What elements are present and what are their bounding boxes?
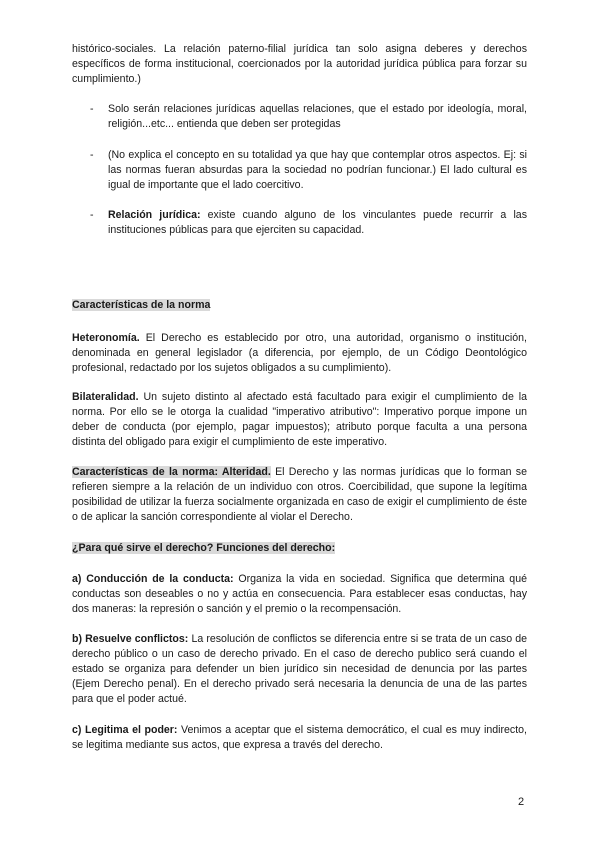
funciones-heading: ¿Para qué sirve el derecho? Funciones del derecho: bbox=[72, 542, 336, 554]
page-number: 2 bbox=[518, 796, 525, 808]
term-legitima-poder: c) Legitima el poder: bbox=[72, 724, 178, 736]
bilateralidad-paragraph: Bilateralidad. Un sujeto distinto al afectado está facultado para exigir el cumplimiento de la norma. Por ello se le otorga la cualidad "imperativo atributivo": Imperativo porque impone un deber de conducta (por ejemplo, pagar impuestos); atributo porque faculta a una persona distinta del obligado para exigir el cumplimiento de este imperativo. bbox=[72, 391, 527, 448]
funcion-a-paragraph: a) Conducción de la conducta: Organiza la vida en sociedad. Significa que determina qué conductas son deseables o no y actúa en consecuencia. Para establecer esas conductas, hay dos maneras: la represión o sanción y el premio o la recompensación. bbox=[72, 573, 527, 615]
list-dash: - bbox=[90, 149, 94, 161]
list-item-text: (No explica el concepto en su totalidad ya que hay que contemplar otros aspectos. Ej: si las normas fueran absurdas para la sociedad no podrían funcionar.) El lado cultural es igual de importante que el lado coercitivo. bbox=[108, 149, 527, 191]
list-item-text: Relación jurídica: existe cuando alguno de los vinculantes puede recurrir a las instituciones públicas para que ejerciten su capacidad. bbox=[108, 209, 527, 236]
funcion-b-paragraph: b) Resuelve conflictos: La resolución de conflictos se diferencia entre si se trata de un caso de derecho público o un caso de derecho privado. En el caso de derecho publico será cuando el estado se organiza para defender un bien jurídico sin necesidad de denuncia por las partes (Ejem Derecho penal). En el derecho privado será necesaria la denuncia de una de las partes para que el poder actué. bbox=[72, 633, 528, 705]
alteridad-paragraph: Características de la norma: Alteridad. El Derecho y las normas jurídicas que lo forman se refieren siempre a la relación de un individuo con otros. Coercibilidad, que supone la legítima posibilidad de utilizar la fuerza socialmente organizada en caso de exigir el cumplimiento de éste o de aplicar la sanción correspondiente al violar el Derecho. bbox=[72, 466, 527, 523]
list-item bbox=[90, 208, 527, 238]
list-item bbox=[90, 148, 527, 193]
list-item-text: Solo serán relaciones jurídicas aquellas relaciones, que el estado por ideología, moral, religión...etc... entienda que deben ser protegidas bbox=[108, 103, 527, 130]
section-heading: Características de la norma bbox=[72, 299, 211, 311]
term-resuelve-conflictos: b) Resuelve conflictos: bbox=[72, 633, 189, 645]
term-alteridad: Características de la norma: Alteridad. bbox=[72, 466, 271, 478]
term-relacion-juridica: Relación jurídica: bbox=[108, 209, 201, 221]
term-heteronomia: Heteronomía. bbox=[72, 332, 140, 344]
term-conduccion: a) Conducción de la conducta: bbox=[72, 573, 234, 585]
list-dash: - bbox=[90, 103, 94, 115]
term-bilateralidad: Bilateralidad. bbox=[72, 391, 139, 403]
heteronomia-paragraph: Heteronomía. El Derecho es establecido por otro, una autoridad, organismo o institución, denominada en general legislador (a diferencia, por ejemplo, de un Código Deontológico profesional, redactado por los sujetos obligados a su cumplimiento). bbox=[72, 332, 527, 374]
list-item bbox=[90, 102, 527, 132]
list-dash: - bbox=[90, 209, 94, 221]
funcion-c-paragraph: c) Legitima el poder: Venimos a aceptar que el sistema democrático, el cual es muy indirecto, se legitima mediante sus actos, que expresa a través del derecho. bbox=[72, 724, 528, 751]
intro-paragraph: histórico-sociales. La relación paterno-filial jurídica tan solo asigna deberes y derechos específicos de forma institucional, coercionados por la autoridad jurídica pública para forzar su cumplimiento.) bbox=[72, 43, 527, 85]
